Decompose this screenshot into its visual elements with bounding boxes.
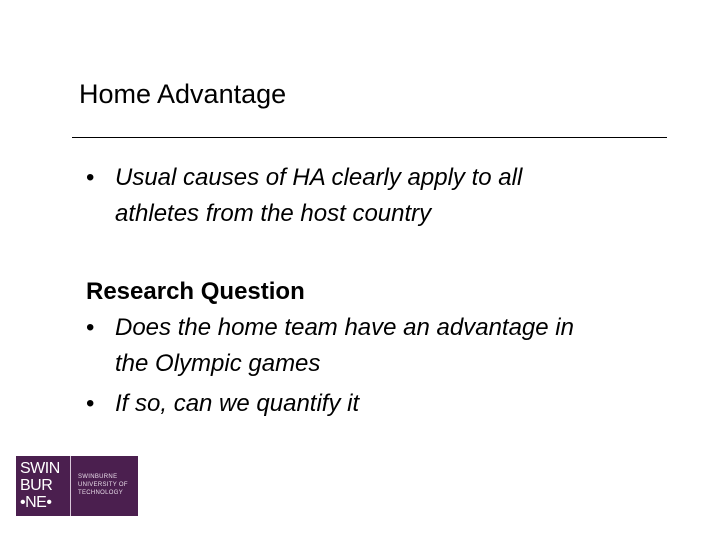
logo-text-line: SWINBURNE bbox=[78, 474, 118, 480]
bullet-text bbox=[115, 160, 675, 232]
bullet-text bbox=[115, 386, 359, 422]
bullet-line: Does the home team have an advantage in bbox=[115, 314, 574, 341]
title-divider bbox=[72, 137, 667, 138]
logo-mark-line: BUR bbox=[20, 477, 53, 494]
logo-text-line: UNIVERSITY OF bbox=[78, 482, 128, 488]
bullet-line: athletes from the host country bbox=[115, 200, 432, 227]
bullet-marker: • bbox=[86, 314, 95, 341]
bullet-line: the Olympic games bbox=[115, 350, 321, 377]
logo-mark-line: •NE• bbox=[20, 494, 52, 511]
bullet-marker: • bbox=[86, 164, 95, 191]
research-heading: Research Question bbox=[86, 278, 305, 305]
logo-mark bbox=[16, 456, 71, 516]
bullet-line: Usual causes of HA clearly apply to all bbox=[115, 164, 523, 191]
bullet-text bbox=[115, 310, 574, 382]
logo-text-line: TECHNOLOGY bbox=[78, 490, 124, 496]
slide-title: Home Advantage bbox=[79, 79, 287, 109]
logo-mark-line: SWIN bbox=[20, 460, 60, 477]
logo-wordmark bbox=[71, 456, 128, 516]
university-logo bbox=[16, 456, 138, 516]
bullet-marker: • bbox=[86, 390, 95, 417]
bullet-line: If so, can we quantify it bbox=[115, 390, 360, 417]
